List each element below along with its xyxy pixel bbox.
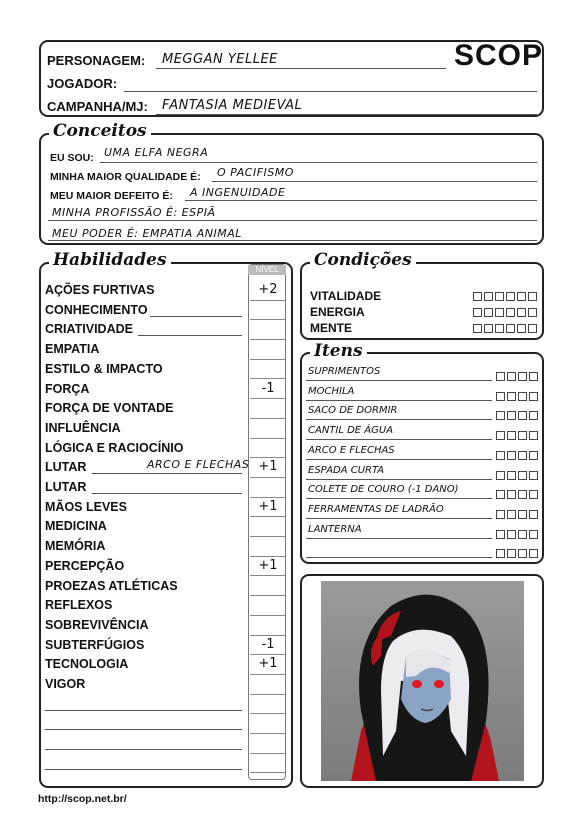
item-entry[interactable]: LANTERNA xyxy=(308,523,362,535)
item-entry[interactable]: CANTIL DE ÁGUA xyxy=(308,425,394,437)
item-entry[interactable]: COLETE DE COURO (-1 DANO) xyxy=(308,484,459,496)
item-line xyxy=(306,439,492,440)
personagem-label: PERSONAGEM: xyxy=(47,53,146,68)
item-checkboxes[interactable] xyxy=(494,392,538,401)
character-portrait xyxy=(321,581,524,781)
brand-logo: SCOP xyxy=(454,39,544,72)
nivel-header: NÍVEL xyxy=(248,265,286,275)
skill-level[interactable] xyxy=(250,516,286,537)
skill-blank-line xyxy=(45,710,242,711)
skill-name: MEMÓRIA xyxy=(45,539,106,554)
eu-sou-value[interactable]: UMA ELFA NEGRA xyxy=(104,146,209,159)
skill-name: VIGOR xyxy=(45,677,86,691)
skill-level[interactable] xyxy=(250,753,286,774)
item-line xyxy=(306,380,492,381)
skill-level[interactable]: -1 xyxy=(250,379,286,400)
item-checkboxes[interactable] xyxy=(494,549,538,558)
item-line xyxy=(306,479,492,480)
item-line xyxy=(306,538,492,539)
jogador-label: JOGADOR: xyxy=(47,76,118,91)
item-entry[interactable]: ARCO E FLECHAS xyxy=(308,444,395,456)
skill-level[interactable] xyxy=(250,576,286,597)
item-line xyxy=(306,419,492,420)
eu-sou-label: EU SOU: xyxy=(50,152,94,164)
skill-level[interactable] xyxy=(250,733,286,754)
poder-value[interactable]: MEU PODER É: EMPATIA ANIMAL xyxy=(52,227,242,240)
skill-name: LUTAR xyxy=(45,480,87,494)
skill-name: PERCEPÇÃO xyxy=(45,558,125,573)
item-entry[interactable]: MOCHILA xyxy=(308,385,355,397)
skill-level[interactable] xyxy=(250,418,286,439)
skill-name: ESTILO & IMPACTO xyxy=(45,361,163,376)
skill-name: SUBTERFÚGIOS xyxy=(45,637,145,652)
condition-label: ENERGIA xyxy=(310,305,365,319)
skill-name: LÓGICA E RACIOCÍNIO xyxy=(45,440,184,455)
habilidades-title: Habilidades xyxy=(49,250,171,270)
skill-name: MEDICINA xyxy=(45,519,107,534)
skill-level[interactable] xyxy=(250,398,286,419)
skill-level[interactable]: +1 xyxy=(250,457,286,478)
campanha-label: CAMPANHA/MJ: xyxy=(47,99,148,114)
defeito-value[interactable]: A INGENUIDADE xyxy=(190,186,286,199)
skill-level[interactable] xyxy=(250,438,286,459)
skill-name: PROEZAS ATLÉTICAS xyxy=(45,578,178,593)
condition-checkboxes[interactable] xyxy=(471,324,537,333)
skill-level[interactable] xyxy=(250,300,286,321)
item-entry[interactable]: FERRAMENTAS DE LADRÃO xyxy=(308,503,444,515)
footer-url[interactable]: http://scop.net.br/ xyxy=(38,793,127,805)
itens-title: Itens xyxy=(310,341,367,361)
conceitos-title: Conceitos xyxy=(49,121,151,141)
skill-level[interactable] xyxy=(250,674,286,695)
condition-checkboxes[interactable] xyxy=(471,308,537,317)
item-checkboxes[interactable] xyxy=(494,490,538,499)
qualidade-value[interactable]: O PACIFISMO xyxy=(217,166,294,179)
skill-level[interactable]: +1 xyxy=(250,654,286,675)
item-line xyxy=(306,518,492,519)
skill-blank-line xyxy=(45,769,242,770)
skill-name: AÇÕES FURTIVAS xyxy=(45,283,155,297)
skill-specialty[interactable]: ARCO E FLECHAS xyxy=(147,458,250,472)
skill-name: MÃOS LEVES xyxy=(45,499,127,514)
qualidade-label: MINHA MAIOR QUALIDADE É: xyxy=(50,171,201,183)
skill-level[interactable] xyxy=(250,536,286,557)
skill-blank-line xyxy=(92,473,242,474)
item-checkboxes[interactable] xyxy=(494,471,538,480)
item-entry[interactable]: SUPRIMENTOS xyxy=(308,366,381,377)
condition-label: MENTE xyxy=(310,321,352,335)
item-checkboxes[interactable] xyxy=(494,411,538,420)
skill-name: FORÇA xyxy=(45,381,90,396)
skill-name: CRIATIVIDADE xyxy=(45,322,133,337)
defeito-label: MEU MAIOR DEFEITO É: xyxy=(50,190,173,202)
item-line xyxy=(306,400,492,401)
skill-level[interactable]: +1 xyxy=(250,556,286,577)
item-checkboxes[interactable] xyxy=(494,510,538,519)
skill-name: INFLUÊNCIA xyxy=(45,420,121,435)
personagem-value[interactable]: MEGGAN YELLEE xyxy=(162,52,278,67)
skill-level[interactable] xyxy=(250,713,286,734)
skill-level[interactable]: -1 xyxy=(250,635,286,656)
campanha-value[interactable]: FANTASIA MEDIEVAL xyxy=(162,98,303,113)
skill-blank-line xyxy=(45,749,242,750)
skill-level[interactable] xyxy=(250,595,286,616)
item-entry[interactable]: SACO DE DORMIR xyxy=(308,405,398,417)
condicoes-title: Condições xyxy=(310,250,416,270)
skill-blank-line xyxy=(138,335,242,336)
condition-label: VITALIDADE xyxy=(310,289,382,303)
item-checkboxes[interactable] xyxy=(494,530,538,539)
skill-level[interactable] xyxy=(250,694,286,715)
skill-level[interactable] xyxy=(250,359,286,380)
item-line xyxy=(306,557,492,558)
profissao-value[interactable]: MINHA PROFISSÃO É: ESPIÃ xyxy=(52,206,216,219)
item-entry[interactable]: ESPADA CURTA xyxy=(308,464,385,476)
item-checkboxes[interactable] xyxy=(494,451,538,460)
skill-level[interactable] xyxy=(250,319,286,340)
skill-level[interactable] xyxy=(250,615,286,636)
skill-blank-line xyxy=(92,493,242,494)
skill-name: SOBREVIVÊNCIA xyxy=(45,617,149,632)
skill-level[interactable]: +2 xyxy=(250,280,286,301)
skill-level[interactable] xyxy=(250,477,286,498)
item-checkboxes[interactable] xyxy=(494,431,538,440)
skill-name: LUTAR xyxy=(45,460,87,475)
item-checkboxes[interactable] xyxy=(494,372,538,381)
item-line xyxy=(306,459,492,460)
skill-blank-line xyxy=(150,316,242,317)
skill-blank-line xyxy=(45,729,242,730)
item-line xyxy=(306,498,492,499)
skill-name: FORÇA DE VONTADE xyxy=(45,401,174,416)
skill-name: TECNOLOGIA xyxy=(45,657,129,672)
skill-name: CONHECIMENTO xyxy=(45,302,148,317)
skill-level[interactable]: +1 xyxy=(250,497,286,518)
skill-level[interactable] xyxy=(250,339,286,360)
skill-name: REFLEXOS xyxy=(45,598,113,613)
condition-checkboxes[interactable] xyxy=(471,292,537,301)
skill-name: EMPATIA xyxy=(45,342,100,357)
